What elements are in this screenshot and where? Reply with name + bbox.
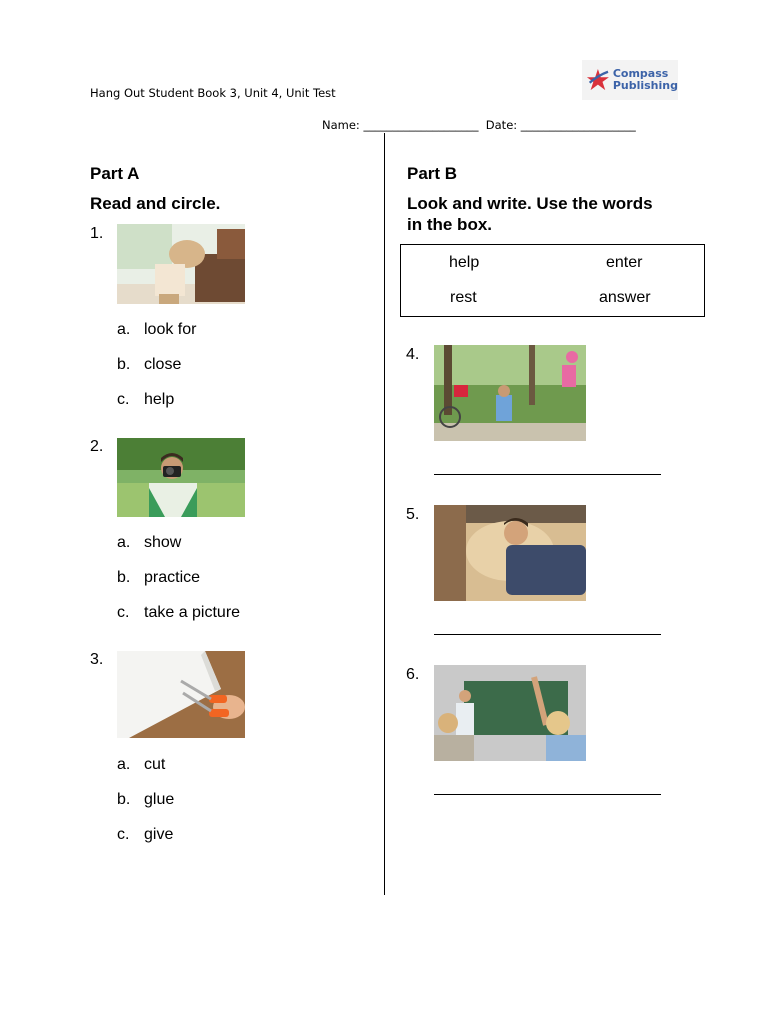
option-1a[interactable]	[117, 321, 196, 339]
option-text: give	[144, 826, 174, 843]
word-answer: answer	[599, 289, 651, 306]
option-text: practice	[144, 569, 201, 586]
instruction-line-2: in the box.	[407, 215, 492, 234]
logo-line-2: Publishing	[612, 79, 678, 92]
word-enter: enter	[606, 254, 643, 271]
option-letter: c.	[117, 826, 130, 843]
option-letter: b.	[117, 569, 131, 586]
option-2b[interactable]	[117, 569, 200, 587]
option-letter: c.	[117, 391, 130, 408]
question-number: 2.	[90, 438, 104, 455]
option-2a[interactable]	[117, 534, 181, 552]
option-text: cut	[144, 756, 166, 773]
question-number: 6.	[406, 666, 420, 683]
star-logo-icon	[586, 67, 610, 93]
option-1c[interactable]	[117, 391, 174, 409]
word-help: help	[449, 254, 480, 271]
logo-line-1: Compass	[612, 67, 669, 80]
photo-scissors-cutting-paper	[117, 651, 245, 738]
name-date-line	[322, 118, 636, 132]
option-1b[interactable]	[117, 356, 181, 374]
option-letter: b.	[117, 791, 131, 808]
question-number: 4.	[406, 346, 420, 363]
option-3c[interactable]	[117, 826, 173, 844]
option-letter: c.	[117, 604, 130, 621]
option-2c[interactable]	[117, 604, 240, 622]
question-number: 3.	[90, 651, 104, 668]
part-a-heading: Part A	[90, 164, 140, 183]
option-text: glue	[144, 791, 175, 808]
part-b-instruction	[407, 193, 653, 235]
word-rest: rest	[450, 289, 477, 306]
photo-boy-resting	[434, 505, 586, 601]
word-box	[400, 244, 705, 317]
option-letter: a.	[117, 756, 131, 773]
photo-boy-with-camera	[117, 438, 245, 517]
question-number: 1.	[90, 225, 104, 242]
name-field[interactable]: Name: ____________________	[322, 118, 479, 132]
column-divider	[384, 133, 385, 895]
option-text: look for	[144, 321, 197, 338]
option-text: help	[144, 391, 175, 408]
question-number: 5.	[406, 506, 420, 523]
date-field[interactable]: Date: ____________________	[485, 118, 636, 132]
option-letter: b.	[117, 356, 131, 373]
photo-girl-helping-child	[434, 345, 586, 441]
part-a-instruction: Read and circle.	[90, 194, 221, 213]
photo-student-raising-hand	[434, 665, 586, 761]
option-letter: a.	[117, 534, 131, 551]
option-3b[interactable]	[117, 791, 174, 809]
document-title: Hang Out Student Book 3, Unit 4, Unit Test	[90, 86, 336, 100]
option-text: take a picture	[144, 604, 241, 621]
instruction-line-1: Look and write. Use the words	[407, 194, 653, 213]
option-3a[interactable]	[117, 756, 165, 774]
answer-line-6[interactable]	[434, 794, 661, 795]
option-text: close	[144, 356, 182, 373]
option-letter: a.	[117, 321, 131, 338]
photo-girl-looking-in-box	[117, 224, 245, 304]
part-b-heading: Part B	[407, 164, 458, 183]
option-text: show	[144, 534, 182, 551]
answer-line-4[interactable]	[434, 474, 661, 475]
answer-line-5[interactable]	[434, 634, 661, 635]
publisher-logo	[582, 60, 678, 100]
